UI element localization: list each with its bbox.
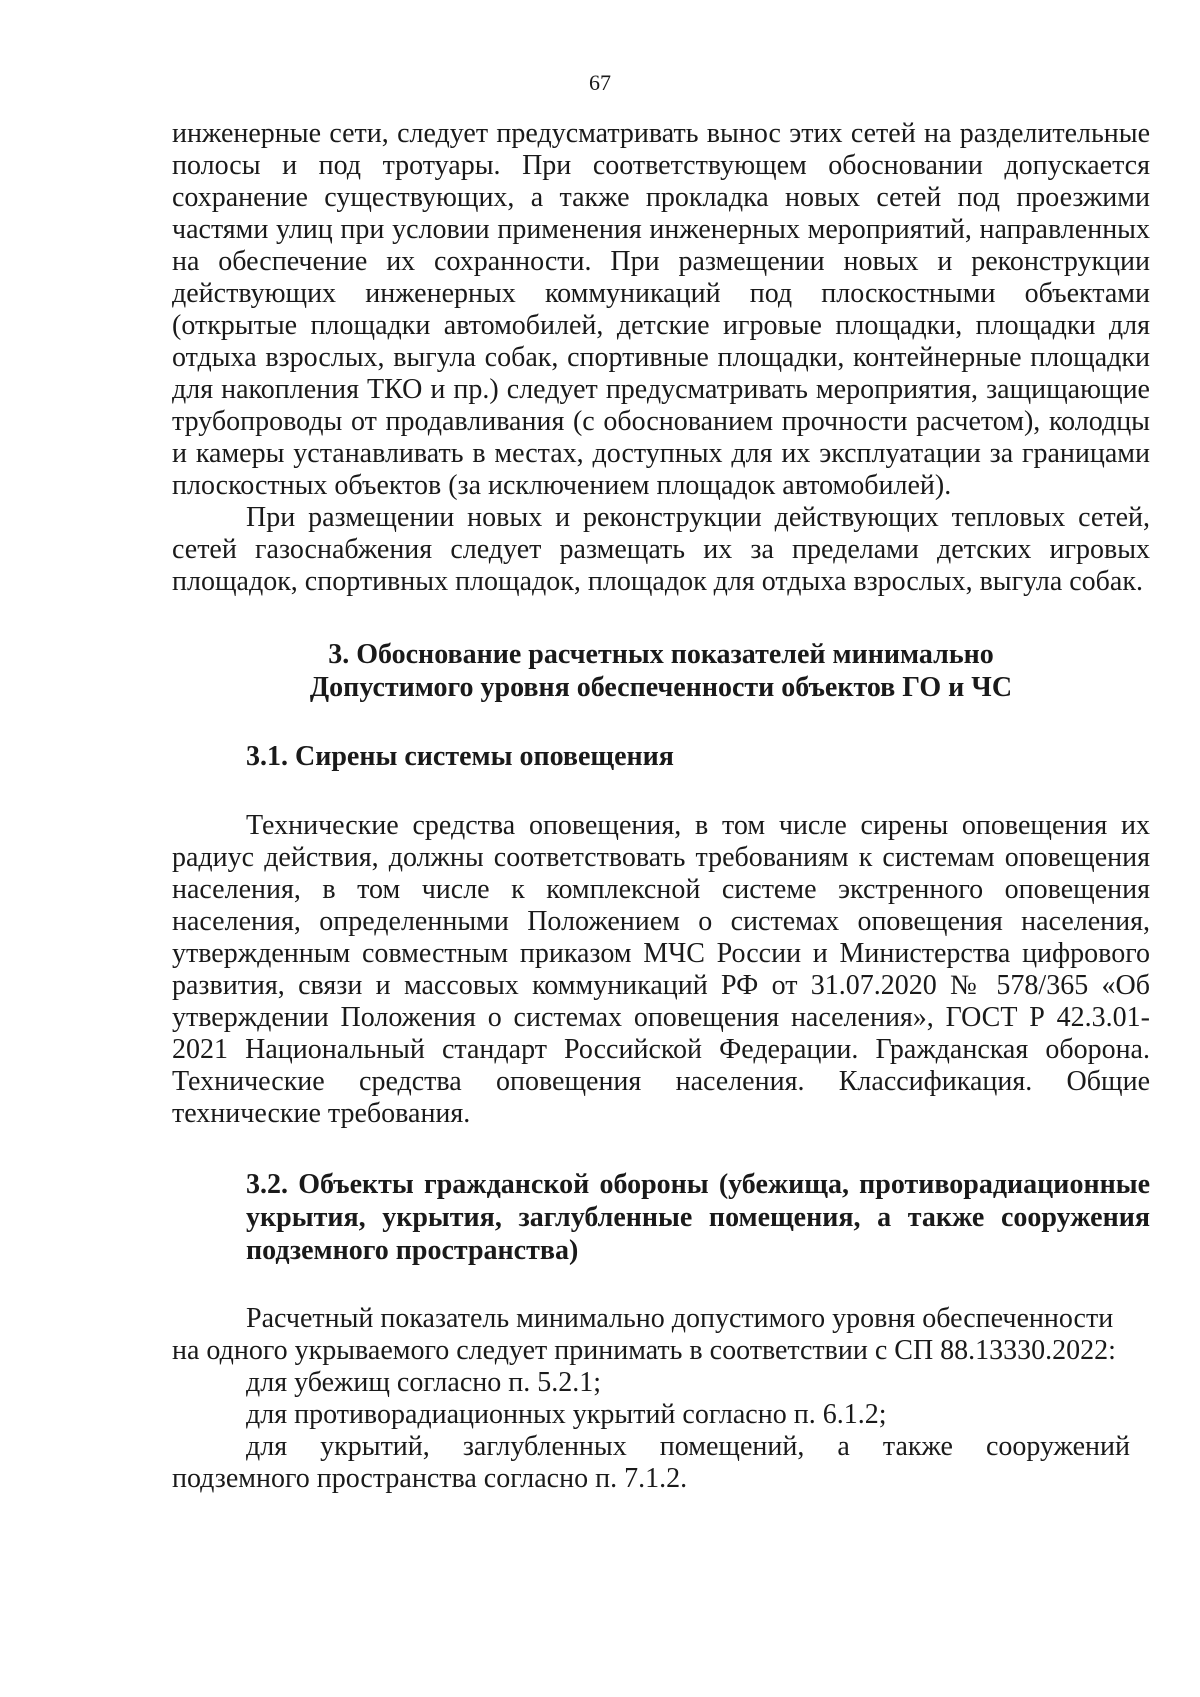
- list-item-shelters: для убежищ согласно п. 5.2.1;: [246, 1367, 601, 1398]
- section-3-title-line-1: 3. Обоснование расчетных показателей минимально: [328, 639, 994, 670]
- section-3-heading: [172, 638, 1150, 704]
- page-number: 67: [589, 70, 611, 95]
- list-item-covers-line-1: для укрытий, заглубленных помещений, а также сооружений: [246, 1431, 1130, 1462]
- list-item-covers-line-2: подземного пространства согласно п. 7.1.2.: [172, 1463, 688, 1494]
- paragraph-heating-networks: При размещении новых и реконструкции действующих тепловых сетей, сетей газоснабжения следует размещать их за пределами детских игровых площадок, спортивных площадок, площадок для отдыха взрослых, выгула собак.: [172, 502, 1150, 597]
- page-content: [172, 118, 1150, 1495]
- subsection-3-2-intro-line-2: на одного укрываемого следует принимать в соответствии с СП 88.13330.2022:: [172, 1335, 1116, 1366]
- subsection-3-2-heading: 3.2. Объекты гражданской обороны (убежища, противорадиационные укрытия, укрытия, заглубленные помещения, а также сооружения подземного пространства): [246, 1169, 1150, 1266]
- subsection-3-1-text: Технические средства оповещения, в том числе сирены оповещения их радиус действия, должны соответствовать требованиям к системам оповещения населения, в том числе к комплексной системе экстренного оповещения населения, определенными Положением о системах оповещения населения, утвержденным совместным приказом МЧС России и Министерства цифрового развития, связи и массовых коммуникаций РФ от 31.07.2020 № 578/365 «Об утверждении Положения о системах оповещения населения», ГОСТ Р 42.3.01-2021 Национальный стандарт Российской Федерации. Гражданская оборона. Технические средства оповещения населения. Классификация. Общие технические требования.: [172, 810, 1150, 1129]
- list-item-anti-radiation-shelters: для противорадиационных укрытий согласно п. 6.1.2;: [246, 1399, 887, 1430]
- subsection-3-2-body: [172, 1303, 1150, 1495]
- paragraph-engineering-networks: инженерные сети, следует предусматривать вынос этих сетей на разделительные полосы и под тротуары. При соответствующем обосновании допускается сохранение существующих, а также прокладка новых сетей под проезжими частями улиц при условии применения инженерных мероприятий, направленных на обеспечение их сохранности. При размещении новых и реконструкции действующих инженерных коммуникаций под плоскостными объектами (открытые площадки автомобилей, детские игровые площадки, площадки для отдыха взрослых, выгула собак, спортивные площадки, контейнерные площадки для накопления ТКО и пр.) следует предусматривать мероприятия, защищающие трубопроводы от продавливания (с обоснованием прочности расчетом), колодцы и камеры устанавливать в местах, доступных для их эксплуатации за границами плоскостных объектов (за исключением площадок автомобилей).: [172, 118, 1150, 501]
- section-3-title-line-2: Допустимого уровня обеспеченности объектов ГО и ЧС: [309, 672, 1013, 703]
- subsection-3-1-heading: 3.1. Сирены системы оповещения: [246, 741, 674, 772]
- subsection-3-2-intro-line-1: Расчетный показатель минимально допустимого уровня обеспеченности: [246, 1303, 1114, 1334]
